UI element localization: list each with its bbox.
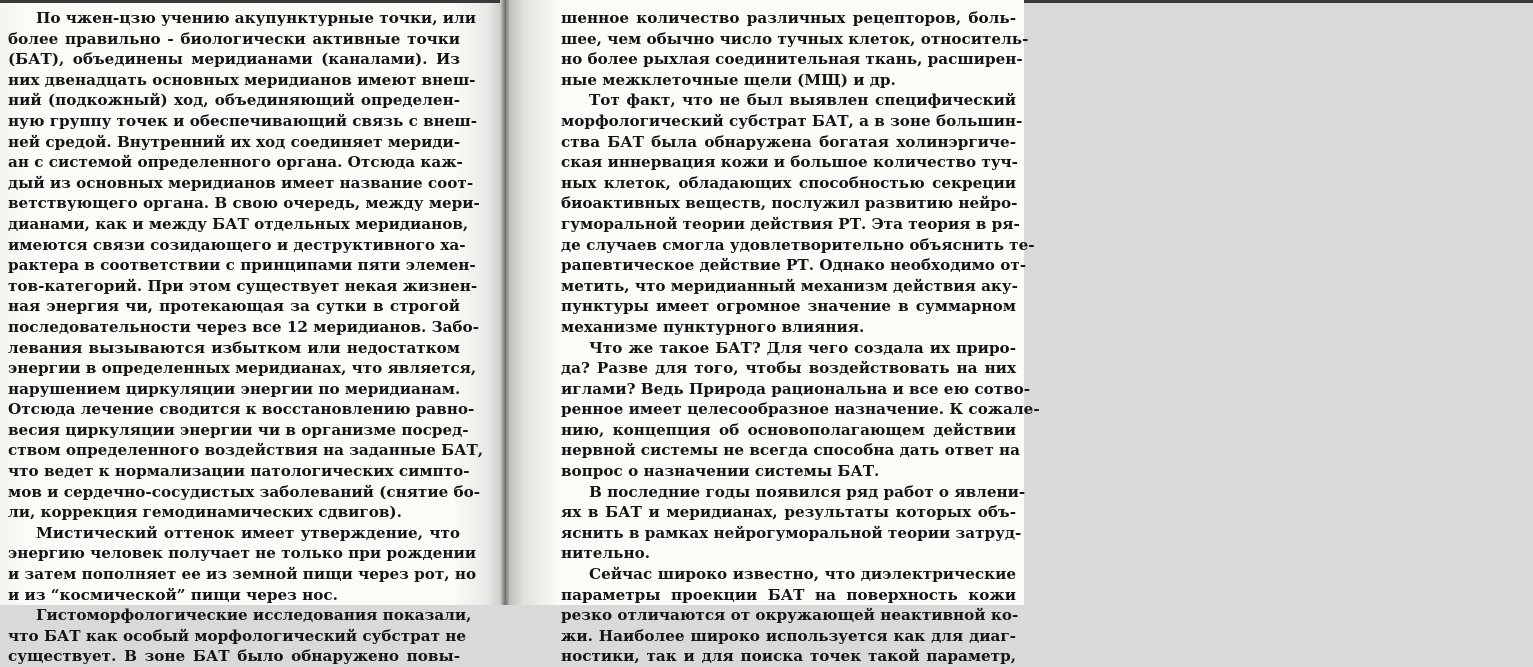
text-line: ренное имеет целесообразное назначение. К сожале- <box>561 400 1040 419</box>
text-line: нарушением циркуляции энергии по меридианам. <box>8 379 461 398</box>
text-line: весия циркуляции энергии чи в организме посред- <box>8 420 469 439</box>
text-line: ную группу точек и обеспечивающий связь с внеш- <box>8 111 478 130</box>
text-line: вопрос о назначении системы БАТ. <box>561 462 880 481</box>
text-line: ные межклеточные щели (МЩ) и др. <box>561 70 896 89</box>
text-line: биоактивных веществ, послужил развитию нейро- <box>561 194 1018 213</box>
text-line: и затем пополняет ее из земной пищи через рот, но <box>8 565 477 584</box>
left-page <box>0 0 503 666</box>
right-page-text <box>561 8 1040 667</box>
text-line: шенное количество различных рецепторов, боль- <box>561 9 1016 27</box>
text-line: нервной системы не всегда способна дать ответ на <box>561 441 1020 460</box>
text-line: ская иннервация кожи и большое количество туч- <box>561 153 1018 172</box>
text-line: ли, коррекция гемодинамических сдвигов). <box>8 503 402 522</box>
text-line: нительно. <box>561 544 651 563</box>
text-line: Мистический оттенок имеет утверждение, что <box>36 523 460 542</box>
text-line: Тот факт, что не был выявлен специфический <box>589 91 1016 110</box>
text-line: ний (подкожный) ход, объединяющий определен- <box>8 91 460 110</box>
text-line: левания вызываются избытком или недостатком <box>8 338 460 357</box>
text-line: существует. В зоне БАТ было обнаружено повы- <box>8 647 460 666</box>
text-line: ан с системой определенного органа. Отсюда каж- <box>8 153 463 172</box>
text-line: (БАТ), объединены меридианами (каналами). Из <box>8 50 460 69</box>
text-line: тов-категорий. При этом существует некая жизнен- <box>8 276 478 295</box>
text-line: энергии в определенных меридианах, что является, <box>8 359 477 378</box>
text-line: морфологический субстрат БАТ, а в зоне большин- <box>561 111 1023 130</box>
text-line: жи. Наиболее широко используется как для диаг- <box>561 626 1016 645</box>
text-line: резко отличаются от окружающей неактивной ко- <box>561 606 1019 625</box>
left-page-text <box>8 8 484 667</box>
text-line: ветствующего органа. В свою очередь, между мери- <box>8 194 480 213</box>
text-line: параметры проекции БАТ на поверхность кожи <box>561 585 1016 604</box>
text-line: механизме пунктурного влияния. <box>561 317 865 336</box>
text-line: и из “космической” пищи через нос. <box>8 585 338 604</box>
text-line: что БАТ как особый морфологический субстрат не <box>8 626 467 645</box>
text-line: имеются связи созидающего и деструктивного ха- <box>8 235 466 254</box>
text-line: По чжен-цзю учению акупунктурные точки, или <box>36 9 477 27</box>
text-line: ях в БАТ и меридианах, результаты которых объ- <box>561 503 1016 522</box>
text-line: них двенадцать основных меридианов имеют внеш- <box>8 70 476 89</box>
text-line: что ведет к нормализации патологических симпто- <box>8 462 470 481</box>
text-line: последовательности через все 12 меридианов. Забо- <box>8 317 479 336</box>
text-line: дый из основных меридианов имеет название соот- <box>8 173 474 192</box>
text-line: Что же такое БАТ? Для чего создала их приро- <box>589 338 1016 357</box>
text-line: рапевтическое действие РТ. Однако необходимо от- <box>561 256 1027 275</box>
text-line: ства БАТ была обнаружена богатая холинэргиче- <box>561 132 1016 151</box>
text-line: ней средой. Внутренний их ход соединяет мериди- <box>8 132 461 151</box>
right-page <box>509 0 1040 666</box>
text-line: Сейчас широко известно, что диэлектрические <box>589 565 1016 584</box>
text-line: но более рыхлая соединительная ткань, расширен- <box>561 50 1023 69</box>
text-line: рактера в соответствии с принципами пяти элемен- <box>8 256 476 275</box>
text-line: иглами? Ведь Природа рациональна и все ею сотво- <box>561 379 1031 398</box>
text-line: дианами, как и между БАТ отдельных меридианов, <box>8 214 469 233</box>
text-line: метить, что меридианный механизм действия аку- <box>561 276 1018 295</box>
text-line: яснить в рамках нейрогуморальной теории затруд- <box>561 523 1022 542</box>
text-line: Гистоморфологические исследования показали, <box>36 606 472 625</box>
text-line: гуморальной теории действия РТ. Эта теория в ря- <box>561 214 1020 233</box>
text-line: ная энергия чи, протекающая за сутки в строгой <box>8 297 460 316</box>
text-line: мов и сердечно-сосудистых заболеваний (снятие бо- <box>8 482 481 501</box>
text-line: ством определенного воздействия на заданные БАТ, <box>8 441 484 460</box>
text-line: шее, чем обычно число тучных клеток, относитель- <box>561 29 1029 48</box>
text-line: пунктуры имеет огромное значение в суммарном <box>561 297 1016 316</box>
text-line: де случаев смогла удовлетворительно объяснить те- <box>561 235 1035 254</box>
text-line: нию, концепция об основополагающем действии <box>561 420 1016 439</box>
text-line: энергию человек получает не только при рождении <box>8 544 476 563</box>
text-line: В последние годы появился ряд работ о явлени- <box>589 482 1026 501</box>
text-line: ностики, так и для поиска точек такой параметр, <box>561 647 1016 666</box>
right-header-rule <box>1024 0 1533 3</box>
text-line: Отсюда лечение сводится к восстановлению равно- <box>8 400 475 419</box>
text-line: ных клеток, обладающих способностью секреции <box>561 173 1016 192</box>
text-line: более правильно - биологически активные точки <box>8 29 460 48</box>
text-line: да? Разве для того, чтобы воздействовать на них <box>561 359 1016 378</box>
left-header-rule <box>0 0 500 3</box>
